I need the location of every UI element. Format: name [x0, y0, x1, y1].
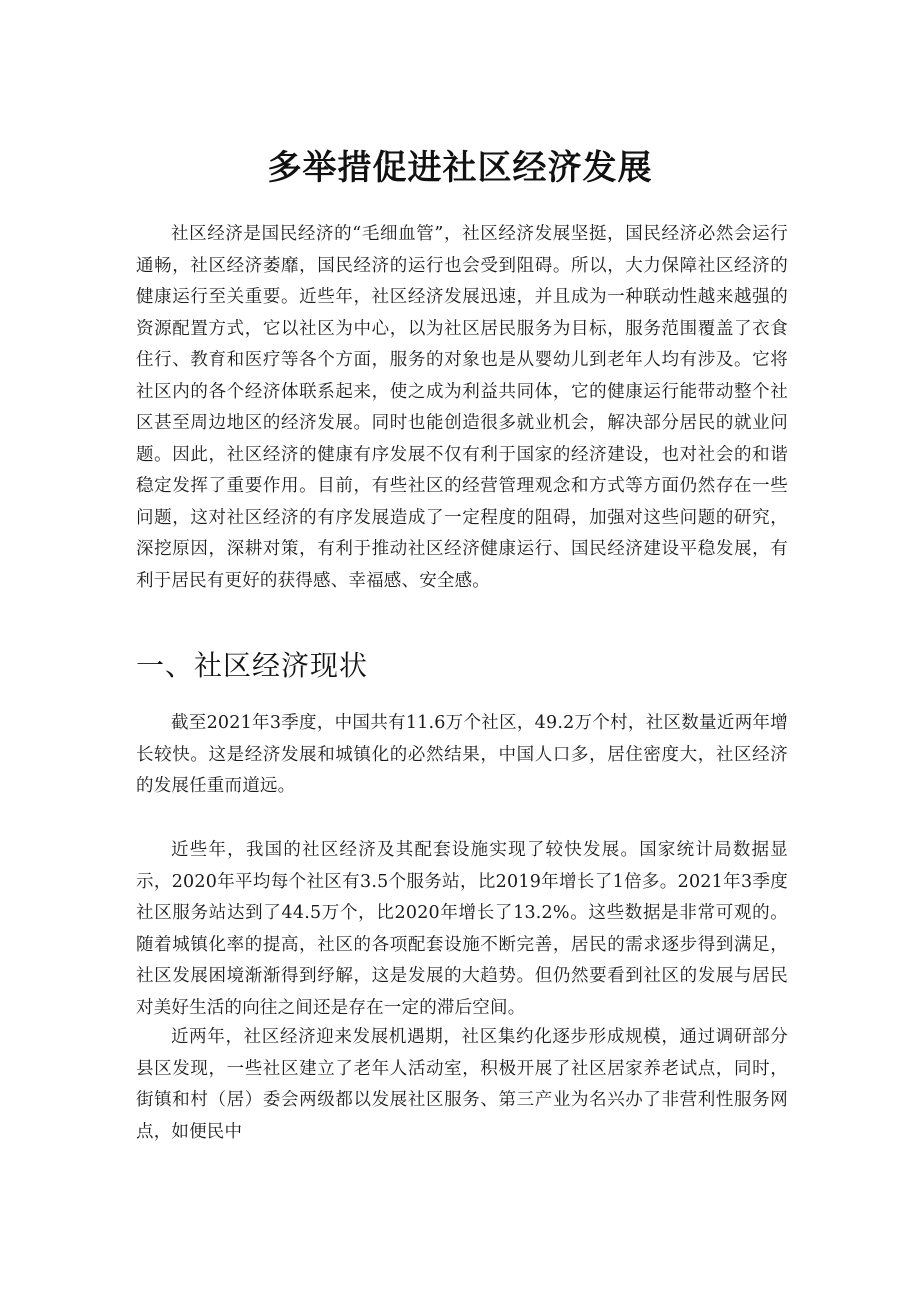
body-paragraph: 近些年，我国的社区经济及其配套设施实现了较快发展。国家统计局数据显示，2020年平均每个社区有3.5个服务站，比2019年增长了1倍多。2021年3季度社区服务站达到了44.5万个，比2020年增长了13.2%。这些数据是非常可观的。随着城镇化率的提高，社区的各项配套设施不断完善，居民的需求逐步得到满足，社区发展困境渐渐得到纾解，这是发展的大趋势。但仍然要看到社区的发展与居民对美好生活的向往之间还是存在一定的滞后空间。 [136, 840, 788, 1018]
intro-paragraph: 社区经济是国民经济的“毛细血管”，社区经济发展坚挺，国民经济必然会运行通畅，社区经济萎靡，国民经济的运行也会受到阻碍。所以，大力保障社区经济的健康运行至关重要。近些年，社区经济发展迅速，并且成为一种联动性越来越强的资源配置方式，它以社区为中心，以为社区居民服务为目标，服务范围覆盖了衣食住行、教育和医疗等各个方面，服务的对象也是从婴幼儿到老年人均有涉及。它将社区内的各个经济体联系起来，使之成为利益共同体，它的健康运行能带动整个社区甚至周边地区的经济发展。同时也能创造很多就业机会，解决部分居民的就业问题。因此，社区经济的健康有序发展不仅有利于国家的经济建设，也对社会的和谐稳定发挥了重要作用。目前，有些社区的经营管理观念和方式等方面仍然存在一些问题，这对社区经济的有序发展造成了一定程度的阻碍，加强对这些问题的研究，深挖原因，深耕对策，有利于推动社区经济健康运行、国民经济建设平稳发展，有利于居民有更好的获得感、幸福感、安全感。 [136, 224, 788, 591]
body-paragraph: 截至2021年3季度，中国共有11.6万个社区，49.2万个村，社区数量近两年增长较快。这是经济发展和城镇化的必然结果，中国人口多，居住密度大，社区经济的发展任重而道远。 [136, 713, 788, 796]
section-heading: 一、社区经济现状 [136, 649, 369, 682]
body-paragraph: 近两年，社区经济迎来发展机遇期，社区集约化逐步形成规模，通过调研部分县区发现，一些社区建立了老年人活动室，积极开展了社区居家养老试点，同时，街镇和村（居）委会两级都以发展社区服务、第三产业为名兴办了非营利性服务网点，如便民中 [136, 1027, 788, 1142]
document-title: 多举措促进社区经济发展 [267, 148, 653, 188]
